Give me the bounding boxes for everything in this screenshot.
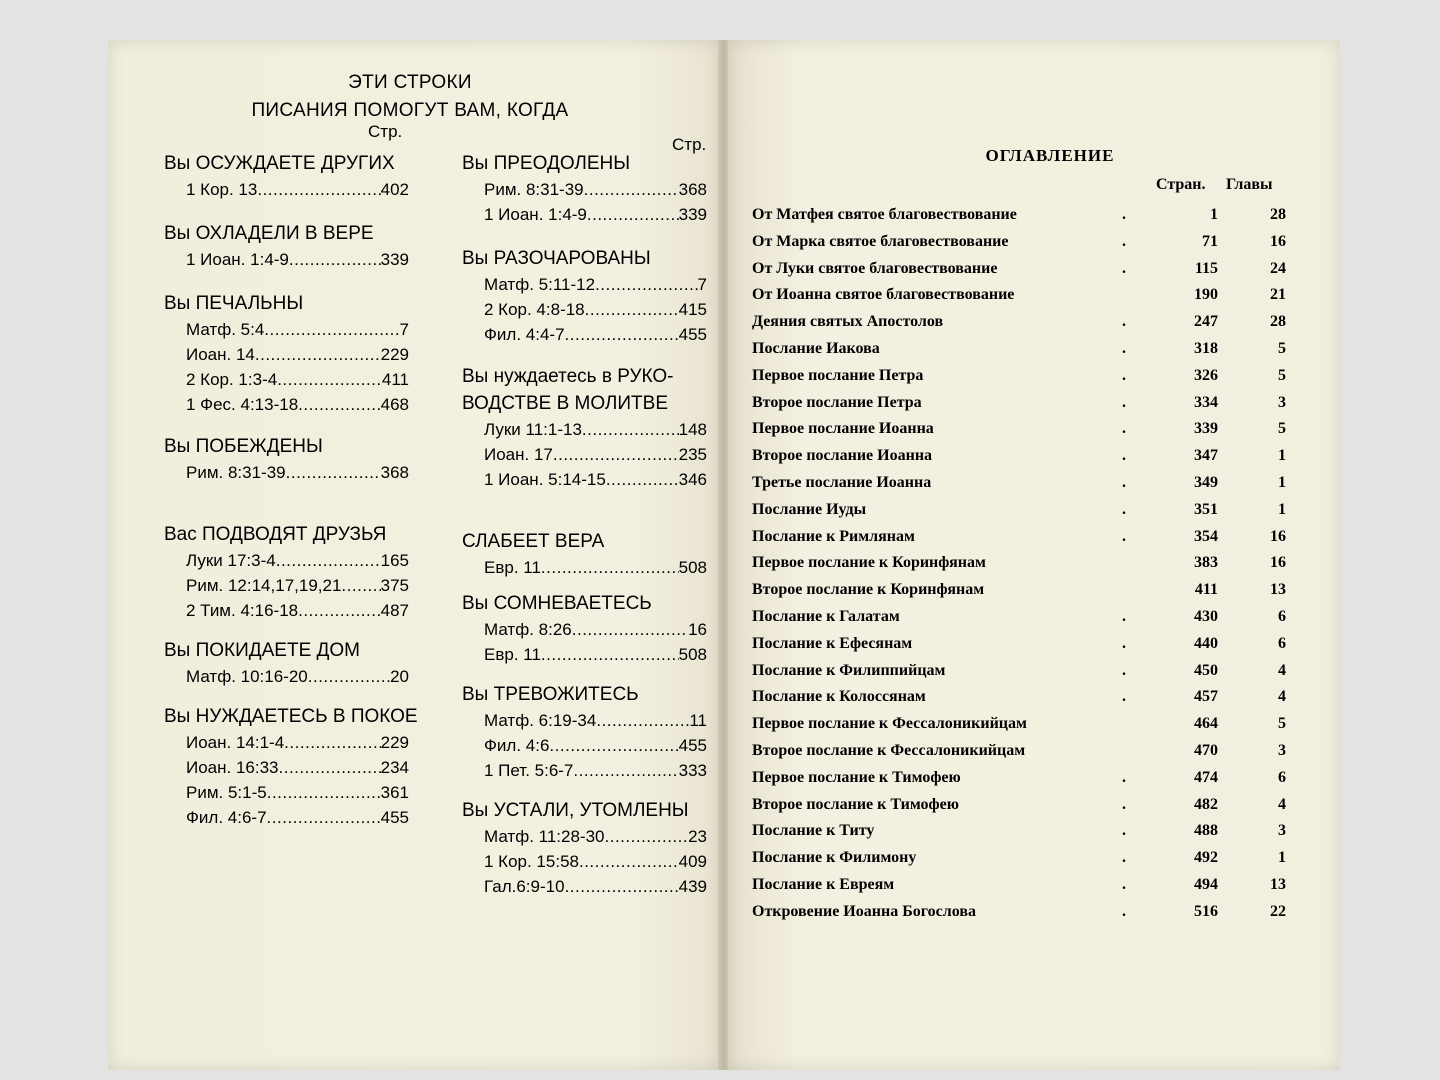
- page-number: 235: [678, 445, 707, 464]
- reference-text: Луки 11:1-13: [484, 420, 582, 439]
- toc-chapter-count: 5: [1278, 339, 1286, 357]
- toc-leader-dot: .: [1122, 232, 1126, 250]
- toc-chapter-count: 6: [1278, 607, 1286, 625]
- reference-entry: [462, 733, 707, 758]
- reference-text: 1 Иоан. 5:14-15: [484, 470, 606, 489]
- toc-row: [752, 229, 1292, 256]
- reference-text: 2 Кор. 1:3-4: [186, 370, 278, 389]
- reference-text: Матф. 11:28-30: [484, 827, 605, 846]
- reference-entry: [462, 442, 707, 467]
- toc-row: [752, 604, 1292, 631]
- dot-leader: [606, 467, 679, 492]
- reference-entry: [462, 272, 707, 297]
- toc-chapter-count: 28: [1270, 206, 1286, 223]
- reference-section: [462, 528, 707, 580]
- dot-leader: [565, 874, 679, 899]
- toc-leader-dot: .: [1122, 206, 1126, 223]
- reference-text: Евр. 11: [484, 645, 541, 664]
- reference-section: [462, 245, 707, 347]
- dot-leader: [541, 642, 679, 667]
- left-column-1: [164, 150, 418, 830]
- page-number: 11: [689, 711, 707, 730]
- toc-book-title: Послание к Римлянам: [752, 527, 915, 545]
- toc-chapter-count: 4: [1278, 688, 1286, 706]
- toc-leader-dot: .: [1122, 393, 1126, 411]
- toc-leader-dot: .: [1122, 688, 1126, 706]
- reference-section: [164, 150, 409, 202]
- dot-leader: [289, 247, 381, 272]
- reference-text: 2 Кор. 4:8-18: [484, 300, 585, 319]
- col1-page-header: Стр.: [368, 122, 403, 141]
- toc-row: [752, 416, 1292, 443]
- toc-chapter-count: 4: [1278, 661, 1286, 679]
- toc-page-number: 1: [1210, 206, 1218, 223]
- reference-entry: [164, 317, 409, 342]
- toc-row: [752, 684, 1292, 711]
- reference-entry: [462, 849, 707, 874]
- page-number: 165: [380, 551, 409, 570]
- toc-chapter-count: 1: [1278, 500, 1286, 518]
- toc-book-title: Послание к Титу: [752, 822, 875, 840]
- toc-page-number: 326: [1194, 366, 1218, 384]
- toc-book-title: Послание Иуды: [752, 500, 867, 518]
- reference-text: Матф. 10:16-20: [186, 667, 308, 686]
- toc-title: ОГЛАВЛЕНИЕ: [985, 146, 1115, 165]
- section-title: Вы НУЖДАЕТЕСЬ В ПОКОЕ: [164, 706, 418, 727]
- reference-text: 1 Кор. 15:58: [484, 852, 579, 871]
- toc-chapter-count: 6: [1278, 634, 1286, 652]
- dot-leader: [308, 664, 390, 689]
- toc-page-number: 457: [1194, 688, 1218, 706]
- toc-row: [752, 765, 1292, 792]
- toc-book-title: Послание к Евреям: [752, 875, 895, 893]
- reference-entry: [164, 755, 409, 780]
- reference-entry: [462, 202, 707, 227]
- left-column-2: [462, 150, 707, 899]
- reference-entry: [164, 247, 409, 272]
- reference-entry: [164, 573, 409, 598]
- dot-leader: [341, 573, 380, 598]
- toc-chapter-count: 5: [1278, 715, 1286, 733]
- toc-book-title: Второе послание к Коринфянам: [752, 581, 985, 599]
- toc-leader-dot: .: [1122, 607, 1126, 625]
- reference-section: [164, 521, 409, 623]
- toc-chapter-count: 1: [1278, 849, 1286, 867]
- toc-leader-dot: .: [1122, 259, 1126, 277]
- toc-leader-dot: .: [1122, 500, 1126, 518]
- dot-leader: [585, 297, 679, 322]
- toc-leader-dot: .: [1122, 634, 1126, 652]
- page-number: 508: [678, 645, 707, 664]
- dot-leader: [257, 177, 380, 202]
- reference-entry: [164, 598, 409, 623]
- reference-text: Матф. 6:19-34: [484, 711, 597, 730]
- reference-text: Иоан. 14: [186, 345, 255, 364]
- dot-leader: [579, 849, 679, 874]
- page-number: 487: [380, 601, 409, 620]
- toc-chapter-count: 16: [1270, 527, 1286, 545]
- toc-chapter-count: 16: [1270, 554, 1286, 572]
- toc-chapter-count: 5: [1278, 366, 1286, 384]
- toc-book-title: Деяния святых Апостолов: [752, 313, 944, 331]
- page-number: 439: [678, 877, 707, 896]
- page-number: 333: [678, 761, 707, 780]
- toc-leader-dot: .: [1122, 447, 1126, 465]
- dot-leader: [298, 392, 380, 417]
- toc-chapter-count: 5: [1278, 420, 1286, 438]
- toc-row: [752, 470, 1292, 497]
- reference-section: [462, 681, 707, 783]
- toc-row: [752, 818, 1292, 845]
- toc-page-number: 339: [1194, 420, 1218, 438]
- dot-leader: [596, 708, 689, 733]
- page-number: 411: [381, 370, 409, 389]
- dot-leader: [267, 780, 381, 805]
- toc-book-title: Первое послание к Тимофею: [752, 768, 961, 786]
- toc-chapter-count: 3: [1278, 393, 1286, 411]
- dot-leader: [565, 322, 679, 347]
- toc-book-title: Откровение Иоанна Богослова: [752, 902, 976, 920]
- page-number: 148: [678, 420, 707, 439]
- toc-page-number: 450: [1194, 661, 1218, 679]
- toc-leader-dot: .: [1122, 795, 1126, 813]
- reference-text: Рим. 5:1-5: [186, 783, 267, 802]
- dot-leader: [605, 824, 689, 849]
- toc-book-title: Первое послание Иоанна: [752, 420, 934, 438]
- dot-leader: [255, 342, 381, 367]
- reference-entry: [164, 730, 409, 755]
- toc-row: [752, 738, 1292, 765]
- toc-book-title: Второе послание к Фессалоникийцам: [752, 741, 1026, 759]
- dot-leader: [264, 317, 399, 342]
- section-title: Вы ПРЕОДОЛЕНЫ: [462, 153, 631, 174]
- toc-chapter-count: 3: [1278, 822, 1286, 840]
- toc-leader-dot: .: [1122, 849, 1126, 867]
- toc-chapter-count: 28: [1270, 313, 1286, 331]
- page-number: 16: [688, 620, 707, 639]
- toc-page-number: 347: [1194, 447, 1218, 465]
- toc-list: [752, 202, 1292, 926]
- toc-chapter-count: 22: [1270, 902, 1286, 920]
- toc-page-number: 492: [1194, 849, 1218, 867]
- toc-book-title: От Матфея святое благовествование: [752, 206, 1017, 223]
- toc-chapter-count: 1: [1278, 447, 1286, 465]
- reference-text: Матф. 5:4: [186, 320, 265, 339]
- dot-leader: [553, 442, 679, 467]
- reference-text: Луки 17:3-4: [186, 551, 276, 570]
- dot-leader: [286, 460, 381, 485]
- toc-book-title: От Марка святое благовествование: [752, 232, 1009, 250]
- toc-book-title: Послание к Филимону: [752, 849, 917, 867]
- page-number: 455: [678, 325, 707, 344]
- toc-chapter-count: 24: [1270, 259, 1286, 277]
- reference-entry: [164, 392, 409, 417]
- reference-text: 1 Кор. 13: [186, 180, 258, 199]
- reference-section: [462, 363, 707, 492]
- section-title: Вы нуждаетесь в РУКО-: [462, 366, 674, 387]
- reference-text: 1 Фес. 4:13-18: [186, 395, 299, 414]
- toc-row: [752, 256, 1292, 283]
- toc-leader-dot: .: [1122, 527, 1126, 545]
- page-number: 415: [678, 300, 707, 319]
- reference-text: 2 Тим. 4:16-18: [186, 601, 299, 620]
- toc-book-title: Первое послание Петра: [752, 366, 924, 384]
- toc-page-number: 440: [1194, 634, 1218, 652]
- dot-leader: [279, 755, 381, 780]
- reference-section: [164, 703, 418, 830]
- toc-page-number: 494: [1194, 875, 1218, 893]
- page-number: 229: [380, 733, 409, 752]
- toc-row: [752, 899, 1292, 926]
- toc-chapter-count: 13: [1270, 875, 1286, 893]
- page-number: 20: [390, 667, 409, 686]
- toc-page-number: 190: [1194, 286, 1218, 304]
- toc-book-title: Послание к Колоссянам: [752, 688, 926, 706]
- toc-page-number: 488: [1194, 822, 1218, 840]
- reference-text: Фил. 4:4-7: [484, 325, 565, 344]
- section-title: Вы ПОБЕЖДЕНЫ: [164, 436, 323, 457]
- left-page-title-line2: ПИСАНИЯ ПОМОГУТ ВАМ, КОГДА: [251, 100, 569, 121]
- reference-section: [462, 797, 707, 899]
- toc-row: [752, 577, 1292, 604]
- reference-entry: [164, 460, 409, 485]
- page-number: 7: [697, 275, 707, 294]
- toc-page-number: 354: [1194, 527, 1218, 545]
- toc-leader-dot: .: [1122, 313, 1126, 331]
- toc-page-number: 516: [1194, 902, 1218, 920]
- page-number: 361: [380, 783, 409, 802]
- toc-chapter-count: 4: [1278, 795, 1286, 813]
- toc-row: [752, 336, 1292, 363]
- toc-leader-dot: .: [1122, 420, 1126, 438]
- reference-section: [462, 150, 707, 227]
- toc-chapter-count: 13: [1270, 581, 1286, 599]
- dot-leader: [572, 617, 688, 642]
- toc-leader-dot: .: [1122, 473, 1126, 491]
- toc-book-title: Третье послание Иоанна: [752, 473, 932, 491]
- reference-text: Иоан. 17: [484, 445, 553, 464]
- toc-row: [752, 524, 1292, 551]
- toc-page-number: 351: [1194, 500, 1218, 518]
- reference-entry: [462, 322, 707, 347]
- reference-section: [164, 637, 409, 689]
- toc-page-number: 411: [1194, 581, 1218, 599]
- dot-leader: [298, 598, 381, 623]
- toc-book-title: Второе послание Петра: [752, 393, 922, 411]
- reference-section: [164, 220, 409, 272]
- reference-entry: [462, 297, 707, 322]
- reference-text: Иоан. 16:33: [186, 758, 279, 777]
- toc-page-number: 474: [1194, 768, 1218, 786]
- page-number: 7: [399, 320, 409, 339]
- page-number: 468: [380, 395, 409, 414]
- section-title: Вы ПОКИДАЕТЕ ДОМ: [164, 640, 361, 661]
- dot-leader: [595, 272, 697, 297]
- reference-text: Фил. 4:6: [484, 736, 550, 755]
- page-number: 455: [380, 808, 409, 827]
- reference-entry: [164, 367, 409, 392]
- reference-entry: [462, 824, 707, 849]
- toc-row: [752, 443, 1292, 470]
- page-number: 368: [678, 180, 707, 199]
- toc-chapter-count: 1: [1278, 473, 1286, 491]
- page-number: 375: [380, 576, 409, 595]
- toc-book-title: От Луки святое благовествование: [752, 259, 998, 277]
- page-number: 339: [678, 205, 707, 224]
- col2-page-header: Стр.: [672, 135, 707, 154]
- reference-section: [164, 433, 409, 485]
- toc-header-pages: Стран.: [1156, 176, 1206, 193]
- page-number: 346: [678, 470, 707, 489]
- dot-leader: [582, 417, 679, 442]
- toc-row: [752, 845, 1292, 872]
- reference-text: Рим. 8:31-39: [484, 180, 584, 199]
- reference-text: Гал.6:9-10: [484, 877, 565, 896]
- toc-leader-dot: .: [1122, 339, 1126, 357]
- toc-page-number: 482: [1194, 795, 1218, 813]
- toc-row: [752, 390, 1292, 417]
- section-title: Вы ОСУЖДАЕТЕ ДРУГИХ: [164, 153, 395, 174]
- toc-book-title: Первое послание к Коринфянам: [752, 554, 986, 572]
- toc-chapter-count: 6: [1278, 768, 1286, 786]
- toc-book-title: Послание к Галатам: [752, 607, 900, 625]
- toc-row: [752, 202, 1292, 229]
- reference-entry: [164, 664, 409, 689]
- dot-leader: [584, 177, 679, 202]
- toc-chapter-count: 3: [1278, 741, 1286, 759]
- toc-leader-dot: .: [1122, 902, 1126, 920]
- page-number: 402: [380, 180, 409, 199]
- toc-book-title: Второе послание Иоанна: [752, 447, 933, 465]
- reference-entry: [462, 758, 707, 783]
- reference-entry: [462, 555, 707, 580]
- toc-book-title: Первое послание к Фессалоникийцам: [752, 715, 1027, 733]
- reference-text: 1 Иоан. 1:4-9: [186, 250, 289, 269]
- reference-entry: [462, 617, 707, 642]
- toc-row: [752, 309, 1292, 336]
- toc-book-title: Послание к Филиппийцам: [752, 661, 946, 679]
- toc-row: [752, 497, 1292, 524]
- reference-text: Матф. 8:26: [484, 620, 572, 639]
- reference-entry: [462, 177, 707, 202]
- toc-row: [752, 872, 1292, 899]
- toc-book-title: Послание к Ефесянам: [752, 634, 913, 652]
- reference-entry: [462, 467, 707, 492]
- toc-chapter-count: 21: [1270, 286, 1286, 304]
- dot-leader: [549, 733, 678, 758]
- page-number: 368: [380, 463, 409, 482]
- reference-entry: [164, 548, 409, 573]
- toc-row: [752, 363, 1292, 390]
- toc-page-number: 334: [1194, 393, 1218, 411]
- toc-header-chapters: Главы: [1226, 176, 1273, 193]
- toc-row: [752, 711, 1292, 738]
- section-title: Вы СОМНЕВАЕТЕСЬ: [462, 593, 652, 614]
- dot-leader: [541, 555, 679, 580]
- dot-leader: [284, 730, 380, 755]
- reference-text: Матф. 5:11-12: [484, 275, 596, 294]
- section-title: Вы РАЗОЧАРОВАНЫ: [462, 248, 651, 269]
- toc-row: [752, 658, 1292, 685]
- reference-section: [164, 290, 409, 417]
- toc-page-number: 115: [1194, 259, 1218, 277]
- toc-book-title: Второе послание к Тимофею: [752, 795, 959, 813]
- reference-text: 1 Иоан. 1:4-9: [484, 205, 587, 224]
- reference-entry: [462, 708, 707, 733]
- dot-leader: [573, 758, 678, 783]
- toc-book-title: От Иоанна святое благовествование: [752, 286, 1015, 304]
- toc-page-number: 470: [1194, 741, 1218, 759]
- reference-text: Фил. 4:6-7: [186, 808, 267, 827]
- toc-page-number: 464: [1194, 715, 1218, 733]
- toc-row: [752, 792, 1292, 819]
- section-title-cont: ВОДСТВЕ В МОЛИТВЕ: [462, 393, 669, 414]
- reference-text: Рим. 8:31-39: [186, 463, 286, 482]
- dot-leader: [587, 202, 679, 227]
- page-number: 339: [380, 250, 409, 269]
- section-title: Вы ТРЕВОЖИТЕСЬ: [462, 684, 639, 705]
- section-title: Вас ПОДВОДЯТ ДРУЗЬЯ: [164, 524, 387, 545]
- dot-leader: [277, 367, 382, 392]
- dot-leader: [276, 548, 381, 573]
- page-number: 455: [678, 736, 707, 755]
- toc-page-number: 349: [1194, 473, 1218, 491]
- toc-chapter-count: 16: [1270, 232, 1286, 250]
- reference-text: Рим. 12:14,17,19,21: [186, 576, 342, 595]
- reference-text: 1 Пет. 5:6-7: [484, 761, 574, 780]
- reference-text: Евр. 11: [484, 558, 541, 577]
- page-number: 229: [380, 345, 409, 364]
- toc-page-number: 71: [1202, 232, 1218, 250]
- reference-entry: [164, 342, 409, 367]
- reference-entry: [164, 780, 409, 805]
- reference-entry: [164, 177, 409, 202]
- reference-entry: [462, 874, 707, 899]
- reference-entry: [462, 417, 707, 442]
- reference-section: [462, 590, 707, 667]
- reference-entry: [462, 642, 707, 667]
- section-title: Вы ПЕЧАЛЬНЫ: [164, 293, 304, 314]
- section-title: СЛАБЕЕТ ВЕРА: [462, 531, 605, 552]
- toc-page-number: 318: [1194, 339, 1218, 357]
- toc-leader-dot: .: [1122, 875, 1126, 893]
- page-number: 409: [678, 852, 707, 871]
- toc-row: [752, 550, 1292, 577]
- dot-leader: [267, 805, 381, 830]
- toc-row: [752, 631, 1292, 658]
- reference-text: Иоан. 14:1-4: [186, 733, 285, 752]
- section-title: Вы УСТАЛИ, УТОМЛЕНЫ: [462, 800, 689, 821]
- toc-leader-dot: .: [1122, 822, 1126, 840]
- toc-row: [752, 282, 1292, 309]
- toc-leader-dot: .: [1122, 661, 1126, 679]
- toc-leader-dot: .: [1122, 768, 1126, 786]
- toc-page-number: 430: [1194, 607, 1218, 625]
- toc-page-number: 247: [1194, 313, 1218, 331]
- left-page-title-line1: ЭТИ СТРОКИ: [348, 72, 472, 93]
- page-number: 23: [688, 827, 707, 846]
- page-number: 508: [678, 558, 707, 577]
- reference-entry: [164, 805, 409, 830]
- toc-leader-dot: .: [1122, 366, 1126, 384]
- section-title: Вы ОХЛАДЕЛИ В ВЕРЕ: [164, 223, 374, 244]
- page-number: 234: [380, 758, 409, 777]
- toc-page-number: 383: [1194, 554, 1218, 572]
- toc-book-title: Послание Иакова: [752, 339, 880, 357]
